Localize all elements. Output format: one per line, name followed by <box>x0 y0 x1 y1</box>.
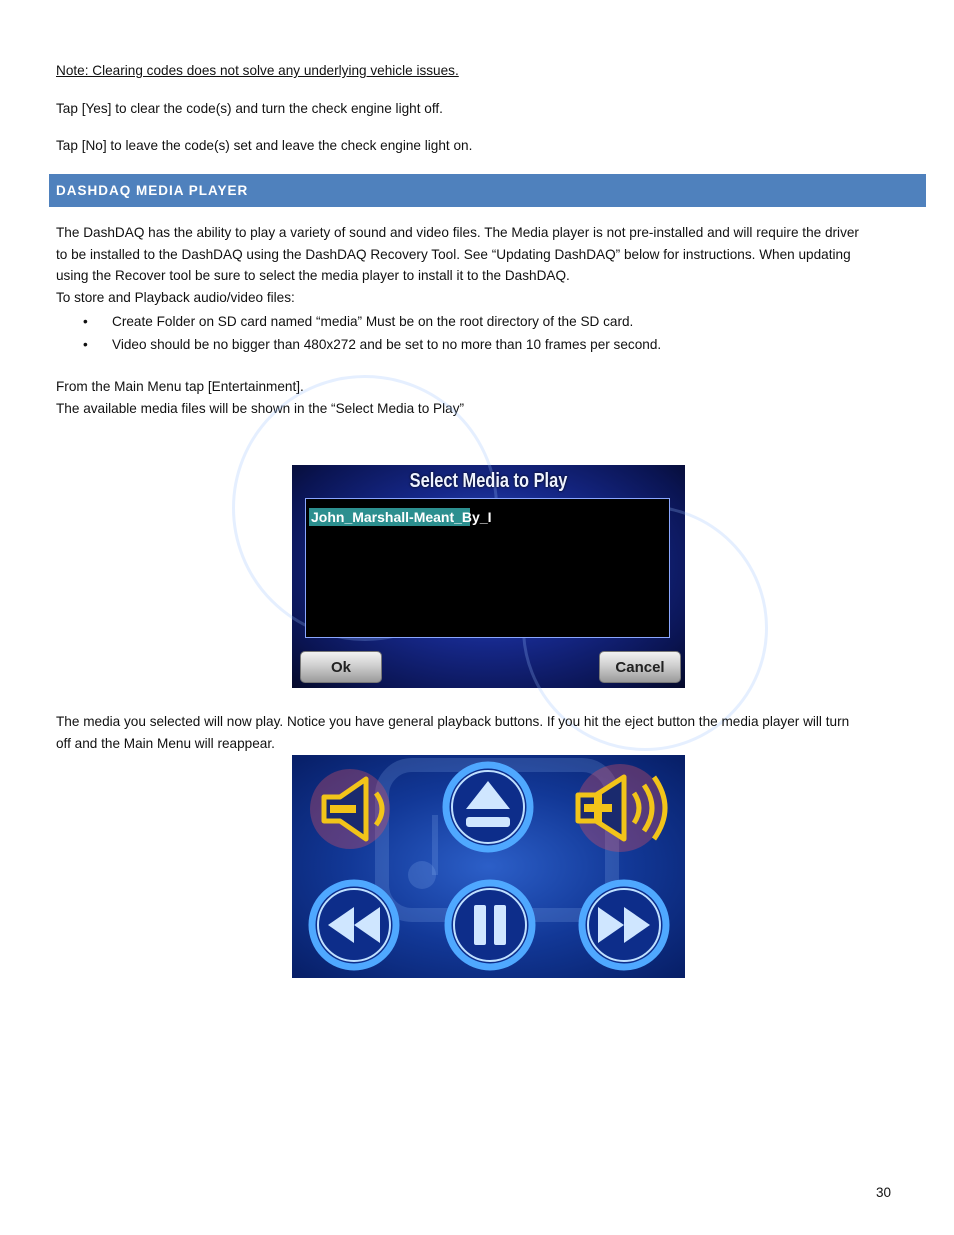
volume-down-icon <box>310 767 406 851</box>
instructions-list <box>56 310 916 356</box>
bullet-icon: • <box>83 314 88 329</box>
media-list[interactable] <box>305 498 670 638</box>
playback-description <box>56 711 916 754</box>
pause-button[interactable] <box>442 877 538 973</box>
paragraph-line: The DashDAQ has the ability to play a variety of sound and video files. The Media player is not pre-installed and will require the driver <box>56 225 859 240</box>
paragraph-line: The media you selected will now play. Notice you have general playback buttons. If you hit the eject button the media player will turn <box>56 714 850 729</box>
volume-up-icon <box>572 763 682 853</box>
yes-instruction: Tap [Yes] to clear the code(s) and turn the check engine light off. <box>56 101 443 116</box>
section-heading: DASHDAQ MEDIA PLAYER <box>49 174 926 207</box>
page-number: 30 <box>876 1185 892 1200</box>
available-media-text: The available media files will be shown in the “Select Media to Play” <box>56 400 465 416</box>
store-heading: To store and Playback audio/video files: <box>56 289 295 305</box>
ok-button[interactable]: Ok <box>300 651 382 683</box>
note-text: Note: Clearing codes does not solve any underlying vehicle issues. <box>56 63 459 78</box>
rewind-icon <box>306 877 402 973</box>
volume-down-button[interactable] <box>310 767 406 851</box>
bullet-icon: • <box>83 337 88 352</box>
list-item-text: Create Folder on SD card named “media” Must be on the root directory of the SD card. <box>112 314 634 329</box>
paragraph-line: using the Recover tool be sure to select the media player to install it to the DashDAQ. <box>56 268 570 283</box>
dialog-title: Select Media to Play <box>409 470 568 492</box>
rewind-button[interactable] <box>306 877 402 973</box>
media-list-item[interactable]: John_Marshall-Meant_By_I <box>311 509 492 525</box>
menu-instructions <box>56 376 916 419</box>
intro-paragraph <box>56 222 916 308</box>
pause-icon <box>442 877 538 973</box>
playback-controls-screenshot <box>292 755 685 978</box>
volume-up-button[interactable] <box>572 763 682 853</box>
list-item-text: Video should be no bigger than 480x272 and be set to no more than 10 frames per second. <box>112 337 662 352</box>
fast-forward-button[interactable] <box>576 877 672 973</box>
list-item <box>56 310 916 333</box>
no-instruction: Tap [No] to leave the code(s) set and leave the check engine light on. <box>56 138 473 153</box>
cancel-button[interactable]: Cancel <box>599 651 681 683</box>
paragraph-line: off and the Main Menu will reappear. <box>56 735 275 751</box>
paragraph-line: to be installed to the DashDAQ using the DashDAQ Recovery Tool. See “Updating DashDAQ” below for instructions. When updating <box>56 246 851 262</box>
eject-button[interactable] <box>440 759 536 855</box>
list-item <box>56 333 916 356</box>
select-media-screenshot <box>292 465 685 688</box>
main-menu-text: From the Main Menu tap [Entertainment]. <box>56 379 304 394</box>
fast-forward-icon <box>576 877 672 973</box>
eject-icon <box>440 759 536 855</box>
